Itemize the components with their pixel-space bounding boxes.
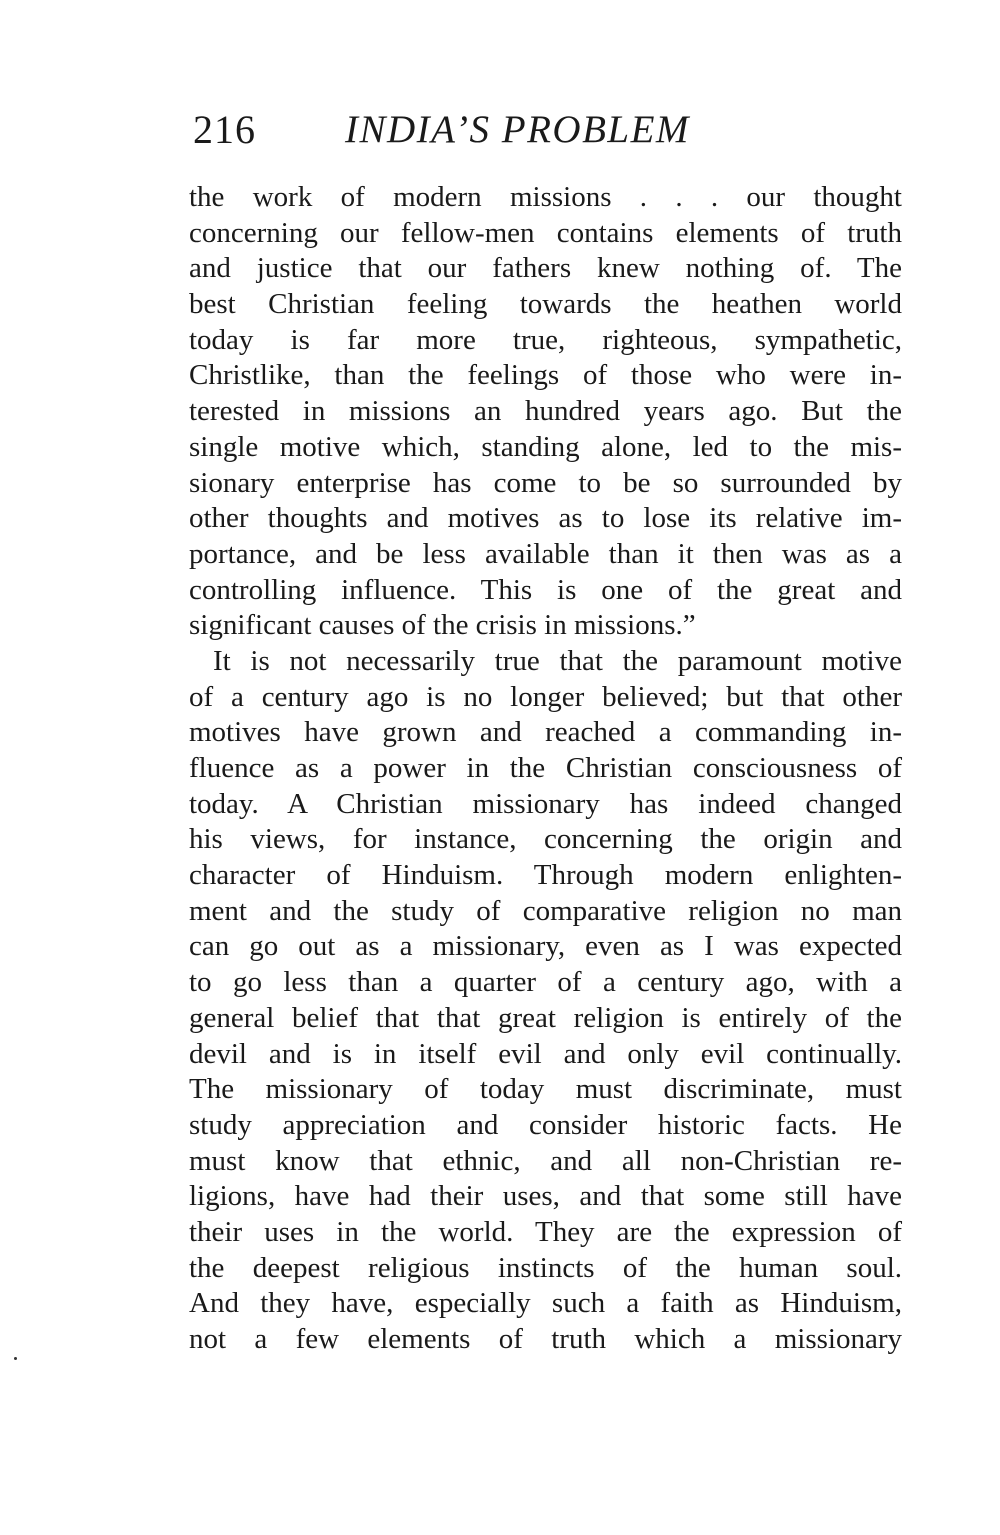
text-line: their uses in the world. They are the expression of <box>189 1215 902 1248</box>
text-line: devil and is in itself evil and only evil continually. <box>189 1037 902 1070</box>
text-line: ment and the study of comparative religion no man <box>189 894 902 927</box>
scan-speck <box>14 1357 17 1360</box>
text-line: motives have grown and reached a commanding in- <box>189 716 902 749</box>
text-line: the work of modern missions . . . our thought <box>189 181 902 213</box>
text-line: to go less than a quarter of a century ago, with a <box>189 966 902 999</box>
paragraph-start-line: It is not necessarily true that the paramount motive <box>213 644 902 677</box>
text-line: terested in missions an hundred years ago. But the <box>189 395 902 428</box>
text-line: The missionary of today must discriminate, must <box>189 1073 902 1106</box>
text-line: other thoughts and motives as to lose its relative im- <box>189 502 902 535</box>
text-line: study appreciation and consider historic facts. He <box>189 1108 902 1141</box>
text-line: today is far more true, righteous, sympathetic, <box>189 323 902 356</box>
text-line: best Christian feeling towards the heathen world <box>189 288 902 321</box>
text-line: significant causes of the crisis in missions.” <box>189 609 696 642</box>
text-line: character of Hinduism. Through modern enlighten- <box>189 859 902 892</box>
text-line: and justice that our fathers knew nothing of. The <box>189 252 902 285</box>
text-line: concerning our fellow-men contains elements of truth <box>189 216 902 249</box>
running-title: INDIA’S PROBLEM <box>345 108 690 151</box>
text-line: sionary enterprise has come to be so surrounded by <box>189 466 902 499</box>
text-line: And they have, especially such a faith as Hinduism, <box>189 1287 902 1320</box>
text-line: single motive which, standing alone, led to the mis- <box>189 430 902 463</box>
body-text <box>189 180 902 1358</box>
text-line: not a few elements of truth which a missionary <box>189 1323 902 1355</box>
text-line: ligions, have had their uses, and that some still have <box>189 1180 902 1213</box>
text-line: his views, for instance, concerning the origin and <box>189 823 902 856</box>
text-line: fluence as a power in the Christian consciousness of <box>189 752 902 784</box>
text-line: of a century ago is no longer believed; but that other <box>189 680 902 713</box>
text-line: must know that ethnic, and all non-Christian re- <box>189 1144 902 1177</box>
text-line: portance, and be less available than it then was as a <box>189 537 902 570</box>
text-line: general belief that that great religion is entirely of the <box>189 1001 902 1034</box>
text-line: controlling influence. This is one of the great and <box>189 573 902 606</box>
text-line: Christlike, than the feelings of those who were in- <box>189 359 902 392</box>
text-line: the deepest religious instincts of the human soul. <box>189 1251 902 1284</box>
text-line: can go out as a missionary, even as I was expected <box>189 930 902 963</box>
text-line: today. A Christian missionary has indeed changed <box>189 787 902 820</box>
page-header <box>193 100 913 160</box>
page-number: 216 <box>193 107 256 152</box>
